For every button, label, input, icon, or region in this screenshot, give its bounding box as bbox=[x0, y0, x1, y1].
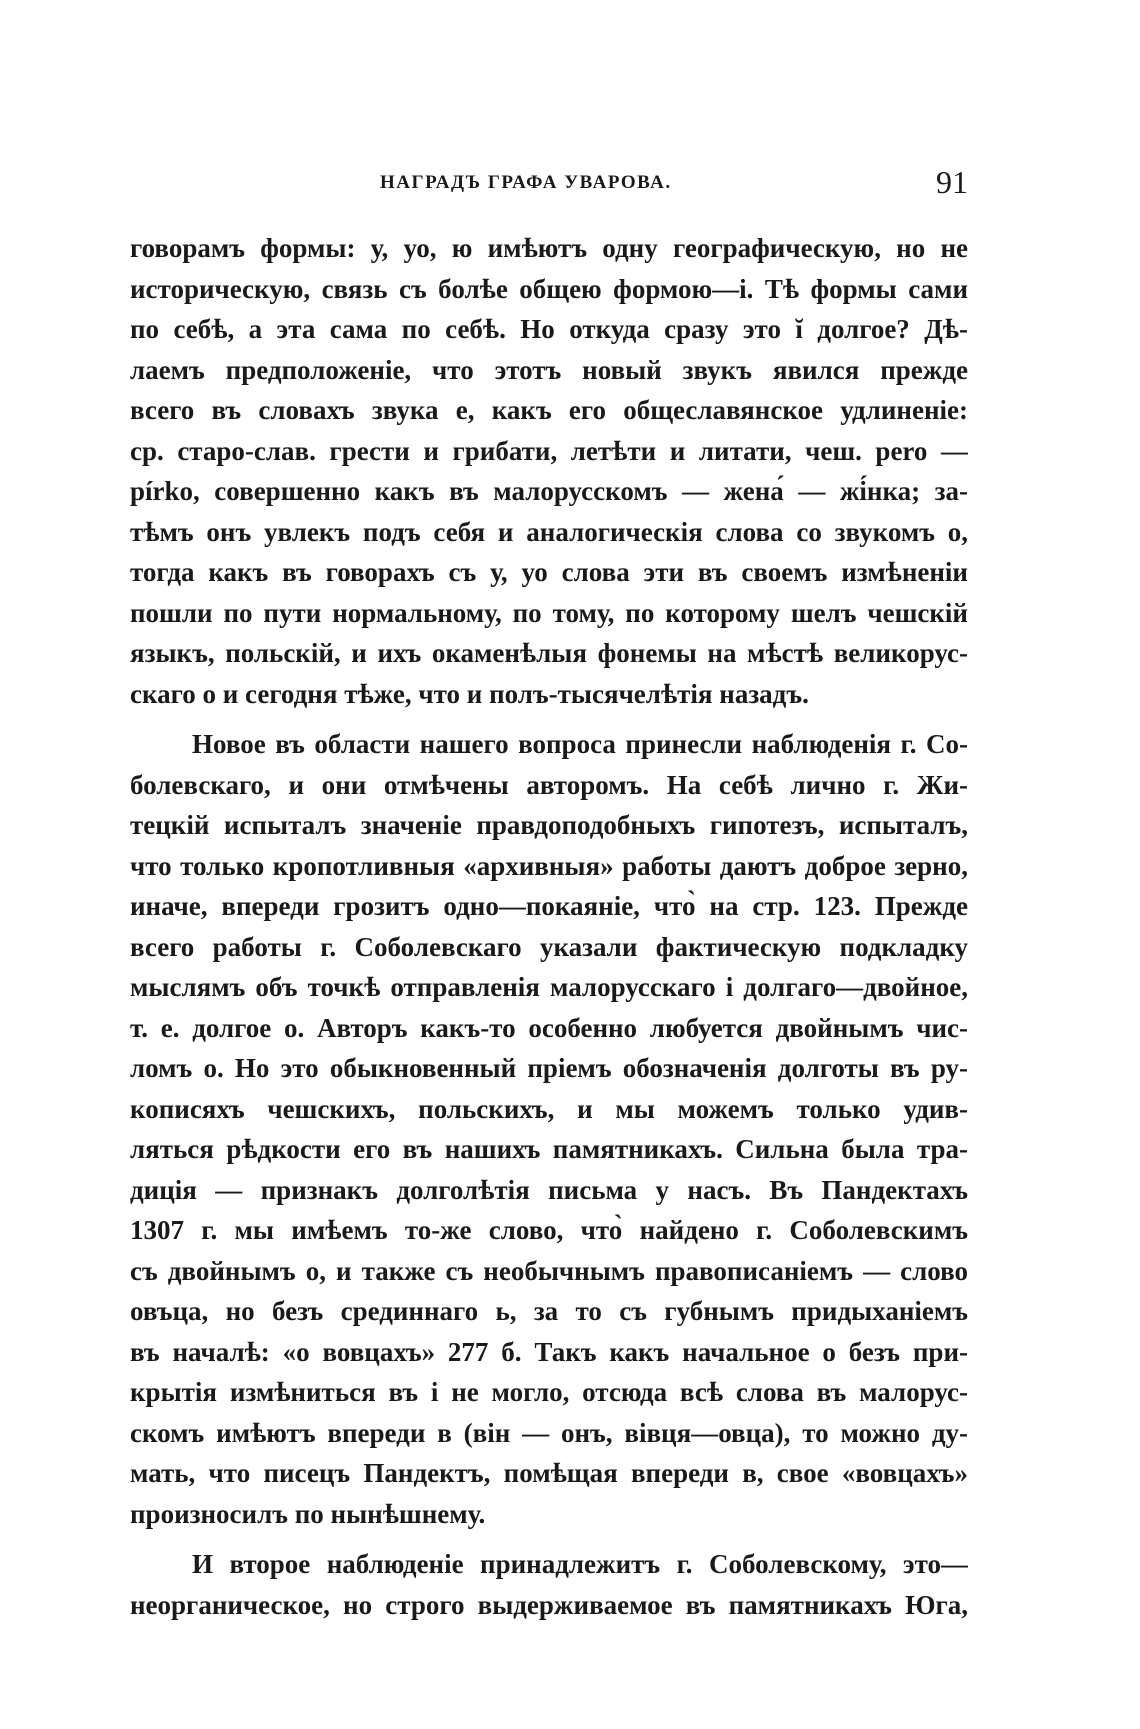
text-line: кописяхъ чешскихъ, польскихъ, и мы можемъ только удив- bbox=[130, 1093, 968, 1124]
text-line: ломъ о. Но это обыкновенный пріемъ обозначенія долготы въ ру- bbox=[130, 1053, 968, 1083]
text-line: всего работы г. Соболевскаго указали фактическую подкладку bbox=[130, 931, 968, 962]
text-line: мать, что писецъ Пандектъ, помѣщая впереди в, свое «вовцахъ» bbox=[130, 1458, 968, 1488]
text-line: крытія измѣниться въ і не могло, отсюда всѣ слова въ малорус- bbox=[130, 1377, 968, 1407]
text-line: ляться рѣдкости его въ нашихъ памятникахъ. Сильна была тра- bbox=[130, 1134, 968, 1164]
text-line: pírko, совершенно какъ въ малорусскомъ — жена́ — жі́нка; за- bbox=[130, 476, 968, 506]
text-line: пошли по пути нормальному, по тому, по которому шелъ чешскій bbox=[130, 597, 968, 628]
running-head bbox=[130, 164, 968, 204]
body-text bbox=[130, 228, 968, 1625]
text-line: овъца, но безъ срединнаго ь, за то съ губнымъ придыханіемъ bbox=[130, 1296, 968, 1326]
text-line: Новое въ области нашего вопроса принесли наблюденія г. Со- bbox=[192, 729, 968, 759]
text-line: лаемъ предположеніе, что этотъ новый звукъ явился прежде bbox=[130, 354, 968, 385]
text-line: говорамъ формы: у, уо, ю имѣютъ одну географическую, но не bbox=[130, 233, 968, 263]
text-line: И второе наблюденіе принадлежитъ г. Соболевскому, это— bbox=[192, 1549, 968, 1579]
text-line: въ началѣ: «о вовцахъ» 277 б. Такъ какъ начальное о безъ при- bbox=[130, 1336, 968, 1367]
text-line: историческую, связь съ болѣе общею формою—і. Тѣ формы сами bbox=[130, 273, 968, 304]
text-line: мыслямъ объ точкѣ отправленія малорусскаго і долгаго—двойное, bbox=[130, 972, 968, 1002]
text-line: тѣмъ онъ увлекъ подъ себя и аналогическія слова со звукомъ о, bbox=[130, 516, 968, 547]
text-line: тецкій испыталъ значеніе правдоподобныхъ гипотезъ, испыталъ, bbox=[130, 810, 968, 840]
text-line: т. е. долгое о. Авторъ какъ-то особенно любуется двойнымъ чис- bbox=[130, 1012, 968, 1043]
paragraph-2 bbox=[130, 724, 968, 1534]
text-line: съ двойнымъ о, и также съ необычнымъ правописаніемъ — слово bbox=[130, 1255, 968, 1286]
text-line: всего въ словахъ звука е, какъ его общеславянское удлиненіе: bbox=[130, 395, 968, 425]
page-number: 91 bbox=[936, 164, 968, 200]
text-line: что только кропотливныя «архивныя» работы даютъ доброе зерно, bbox=[130, 850, 968, 881]
text-line: 1307 г. мы имѣемъ то-же слово, что̀ найдено г. Соболевскимъ bbox=[130, 1215, 968, 1245]
text-line: ср. старо-слав. грести и грибати, летѣти и литати, чеш. pero — bbox=[130, 435, 968, 466]
running-head-title: НАГРАДЪ ГРАФА УВАРОВА. bbox=[380, 172, 672, 193]
paragraph-gap bbox=[130, 714, 968, 724]
paragraph-3 bbox=[130, 1544, 968, 1625]
text-line: скомъ имѣютъ впереди в (він — онъ, вівця—овца), то можно ду- bbox=[130, 1417, 968, 1448]
text-line: диція — признакъ долголѣтія письма у насъ. Въ Пандектахъ bbox=[130, 1174, 968, 1205]
paragraph-gap bbox=[130, 1534, 968, 1544]
text-line: неорганическое, но строго выдерживаемое въ памятникахъ Юга, bbox=[130, 1589, 968, 1620]
paragraph-1 bbox=[130, 228, 968, 714]
text-line: иначе, впереди грозитъ одно—покаяніе, что̀ на стр. 123. Прежде bbox=[130, 891, 968, 921]
text-line: тогда какъ въ говорахъ съ у, уо слова эти въ своемъ измѣненіи bbox=[130, 557, 968, 587]
text-line: языкъ, польскій, и ихъ окаменѣлыя фонемы на мѣстѣ великорус- bbox=[130, 638, 968, 668]
text-line: скаго о и сегодня тѣже, что и полъ-тысячелѣтія назадъ. bbox=[130, 678, 809, 709]
text-line: произносилъ по нынѣшнему. bbox=[130, 1498, 486, 1529]
text-line: болевскаго, и они отмѣчены авторомъ. На себѣ лично г. Жи- bbox=[130, 769, 968, 800]
text-line: по себѣ, а эта сама по себѣ. Но откуда сразу это ĭ долгое? Дѣ- bbox=[130, 314, 968, 344]
